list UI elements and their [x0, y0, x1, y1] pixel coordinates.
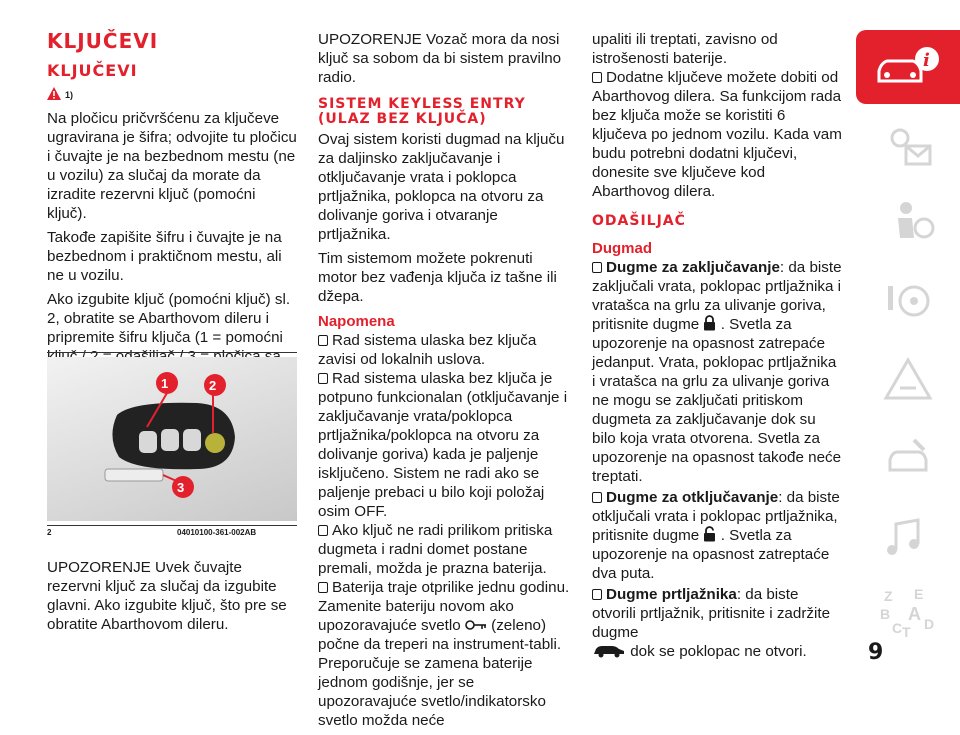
index-letter: A	[908, 604, 921, 624]
multimedia-icon	[878, 510, 938, 560]
paragraph	[318, 597, 570, 730]
index-letter: B	[880, 606, 891, 622]
text-span: (zeleno) počne da treperi na instrument-tabli. Preporučuje se zamena baterije jednom godišnje, jer se upozoravajuće svetlo/indikatorsko svetlo možda neće	[318, 617, 562, 729]
heading-line: (ULAZ BEZ KLJUČA)	[318, 111, 487, 127]
checkbox-icon	[318, 373, 328, 384]
tab-emergency[interactable]	[856, 342, 960, 416]
text-span: . Svetla za upozorenje na opasnost zatrepaće jedanput. Vrata, poklopac prtljažnika i vratašca na grlu za ulivanje goriva ne mogu se zaključati pritiskom dugmeta za zaključavanje dok su bilo koja vrata otvorena. Svetla za upozorenje na opasnost takođe neće treptati.	[592, 316, 842, 485]
figure-number: 2	[47, 528, 52, 537]
text-span: : da biste zaključali vrata, poklopac prtljažnika i vratašca na grlu za ulivanje goriva, pritisnite dugme	[592, 259, 842, 333]
text-span: : da biste otvorili prtljažnik, pritisnite i zadržite dugme	[592, 586, 831, 641]
bullet-item	[592, 68, 842, 201]
bullet-text: Rad sistema ulaska bez ključa je potpuno funkcionalan (otključavanje i zaključavanje vrata/poklopca prtljažnika/poklopca na otvoru za dolivanje goriva) kada je paljenje isključeno. Sistem ne radi ako se paljenje prebaci u bilo koji položaj osim OFF.	[318, 370, 568, 520]
index-letter: T	[902, 624, 911, 640]
callout-label: 1	[161, 376, 169, 391]
page-title: KLJUČEVI	[47, 29, 159, 53]
bullet-text: Baterija traje otprilike jednu godinu.	[332, 579, 570, 596]
paragraph: Na pločicu pričvršćenu za ključeve ugravirana je šifra; odvojite tu pločicu i čuvajte je na bezbednom mestu (ne u vozilu) za slučaj da morate da izradite rezervni ključ (pomoćni ključ).	[47, 110, 297, 222]
bullet-item	[318, 521, 570, 578]
paragraph: Ako izgubite ključ (pomoćni ključ) sl. 2, obratite se Abarthovom dileru i pripremite šifru ključa (1 = pomoćni	[47, 291, 291, 346]
bullet-text: Dodatne ključeve možete dobiti od Abarthovog dilera. Sa funkcijom rada bez ključa može se koristiti 6 ključeva po jednom vozilu. Kada vam budu potrebni dodatni ključevi, donesite sve ključeve kod Abarthovog dilera.	[592, 69, 842, 200]
figure-caption	[47, 528, 297, 538]
key-warning-light-icon	[465, 617, 487, 631]
paragraph: Ovaj sistem koristi dugmad na ključu za daljinsko zaključavanje i otključavanje vrata i poklopca prtljažnika, poklopca na otvoru za dolivanje goriva i otvaranje prtljažnika.	[318, 131, 565, 243]
callout-label: 2	[209, 378, 217, 393]
figure-code: 04010100-361-002AB	[177, 528, 257, 537]
warning-triangle-icon	[47, 87, 61, 100]
checkbox-icon	[592, 72, 602, 83]
column-2	[318, 30, 570, 735]
column-3	[592, 30, 842, 661]
unlock-icon	[703, 526, 716, 542]
trunk-button-desc	[592, 585, 842, 661]
checkbox-icon	[318, 335, 328, 346]
car-info-icon	[873, 45, 943, 89]
tab-maintenance[interactable]	[856, 420, 960, 494]
figure-photo	[47, 357, 297, 521]
tab-dashboard-lights[interactable]	[856, 108, 960, 182]
column-1	[47, 0, 297, 633]
bullet-item	[318, 369, 570, 521]
checkbox-icon	[318, 582, 328, 593]
tab-driving[interactable]	[856, 264, 960, 338]
index-letter: C	[892, 620, 903, 636]
index-letter: E	[914, 586, 924, 602]
paragraph: UPOZORENJE Vozač mora da nosi ključ sa sobom da bi sistem pravilno radio.	[318, 31, 562, 86]
chapter-sidebar	[856, 30, 960, 650]
text-span: . Svetla za upozorenje na opasnost zatreptaće dva puta.	[592, 527, 830, 582]
paragraph: Takođe zapišite šifru i čuvajte je na bezbednom i praktičnom mestu, ali ne u vozilu.	[47, 229, 282, 284]
wrench-car-icon	[878, 432, 938, 482]
bold-label: Dugme prtljažnika	[606, 586, 737, 603]
bold-label: Dugme za zaključavanje	[606, 259, 780, 276]
page-number: 9	[868, 640, 884, 665]
tab-multimedia[interactable]	[856, 498, 960, 572]
tab-car-info[interactable]	[856, 30, 960, 104]
index-letters-icon	[878, 586, 938, 640]
dashboard-lights-icon	[878, 120, 938, 170]
bold-label: Dugme za otključavanje	[606, 489, 779, 506]
lock-button-desc	[592, 258, 842, 486]
subheading: Dugmad	[592, 240, 652, 257]
warning-triangle-icon	[878, 354, 938, 404]
section-heading: ODAŠILJAČ	[592, 213, 686, 229]
bullet-item	[318, 578, 570, 597]
tab-index[interactable]	[856, 576, 960, 650]
checkbox-icon	[592, 589, 602, 600]
heading-line: SISTEM KEYLESS ENTRY	[318, 96, 526, 112]
unlock-button-desc	[592, 488, 842, 583]
warning-ref	[47, 87, 297, 103]
bullet-text: Rad sistema ulaska bez ključa zavisi od lokalnih uslova.	[318, 332, 537, 368]
text-span: : da biste otključali vrata i poklopac prtljažnika, pritisnite dugme	[592, 489, 840, 544]
steering-key-icon	[878, 276, 938, 326]
paragraph: Tim sistemom možete pokrenuti motor bez vađenja ključa iz tašne ili džepa.	[318, 250, 557, 305]
checkbox-icon	[592, 492, 602, 503]
index-letter: D	[924, 616, 935, 632]
svg-text:i: i	[923, 50, 930, 71]
figure-key	[47, 352, 297, 526]
paragraph: upaliti ili treptati, zavisno od istrošenosti baterije.	[592, 31, 778, 67]
callout-label: 3	[177, 480, 185, 495]
bullet-item	[318, 331, 570, 369]
warning-ref-label: 1)	[65, 90, 74, 100]
airbag-seat-icon	[878, 198, 938, 248]
checkbox-icon	[318, 525, 328, 536]
note-title: Napomena	[318, 313, 395, 330]
tab-safety[interactable]	[856, 186, 960, 260]
bullet-text: Ako ključ ne radi prilikom pritiska dugmeta i radni domet postane premali, možda je prazna baterija.	[318, 522, 553, 577]
index-letter: Z	[884, 588, 893, 604]
trunk-car-icon	[592, 643, 626, 658]
section-title: KLJUČEVI	[47, 61, 138, 80]
text-span: Zamenite bateriju novom ako upozoravajuće svetlo	[318, 598, 514, 634]
warning-text: UPOZORENJE Uvek čuvajte rezervni ključ za slučaj da izgubite glavni. Ako izgubite ključ, što pre se obratite Abarthovom dileru.	[47, 559, 287, 633]
lock-icon	[703, 315, 716, 331]
section-heading	[318, 97, 570, 127]
text-span: dok se poklopac ne otvori.	[630, 643, 807, 660]
checkbox-icon	[592, 262, 602, 273]
key-fob-illustration	[47, 357, 297, 521]
